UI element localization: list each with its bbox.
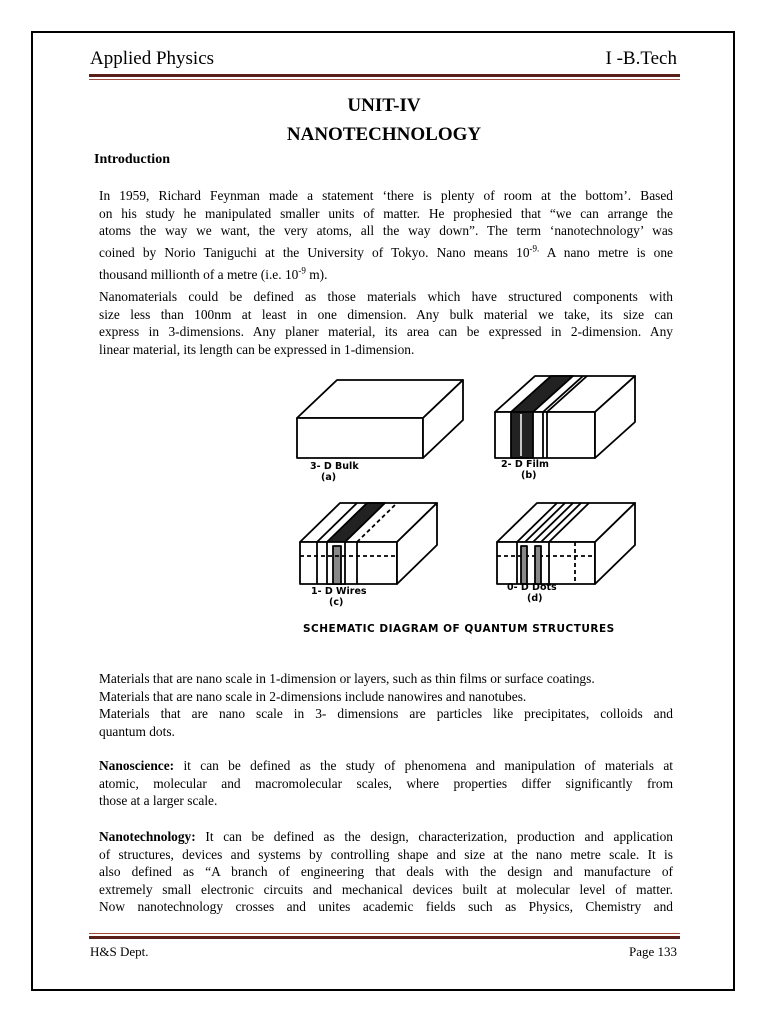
text-run: It can be defined as the design, characterization, production and application xyxy=(195,829,673,844)
nanotechnology-paragraph xyxy=(99,828,673,916)
term-nanotechnology: Nanotechnology: xyxy=(99,829,196,844)
text-line: express in 3-dimensions. Any planer material, its area can be expressed in 2-dimension. Any xyxy=(99,324,673,340)
wires-1d-block-illustration xyxy=(300,503,437,584)
text-line: of structures, devices and systems by controlling shape and size at the nano metre scale. It is xyxy=(99,846,673,862)
text-run: thousand millionth of a metre (i.e. 10 xyxy=(99,267,299,283)
text-run: A nano metre is one xyxy=(539,244,673,260)
label-film-letter: (b) xyxy=(521,470,537,481)
intro-paragraph-2 xyxy=(99,288,673,358)
text-line: Now nanotechnology crosses and unites academic fields such as Physics, Chemistry and xyxy=(99,899,673,915)
text-line: atoms the way we want, the very atoms, all the way down”. The term ‘nanotechnology’ was xyxy=(99,223,673,239)
label-film: 2- D Film xyxy=(501,459,549,470)
bulk-3d-block-illustration xyxy=(297,380,463,458)
exponent: -9 xyxy=(298,265,306,276)
dots-0d-block-illustration xyxy=(497,503,635,584)
footer-rule-thin xyxy=(89,933,680,934)
text-line: size less than 100nm at least in one dimension. Any bulk material we take, its size can xyxy=(99,306,673,322)
header-course: I -B.Tech xyxy=(605,48,677,69)
header-subject: Applied Physics xyxy=(90,48,215,69)
text-line: Materials that are nano scale in 1-dimension or layers, such as thin films or surface coatings. xyxy=(99,671,595,686)
intro-paragraph-1 xyxy=(99,187,673,284)
label-dots: 0- D Dots xyxy=(507,582,557,593)
materials-paragraph xyxy=(99,670,673,740)
text-line: linear material, its length can be expressed in 1-dimension. xyxy=(99,341,415,357)
nanoscience-paragraph xyxy=(99,757,673,810)
text-line: on his study he manipulated smaller units of matter. He prophesied that “we can arrange the xyxy=(99,205,673,221)
text-line: extremely small electronic circuits and mechanical devices built at molecular level of matter. xyxy=(99,881,673,897)
exponent: -9. xyxy=(529,243,540,254)
label-wires-letter: (c) xyxy=(329,597,344,608)
text-line: Nanomaterials could be defined as those materials which have structured components with xyxy=(99,289,673,304)
topic-title: NANOTECHNOLOGY xyxy=(286,124,482,145)
text-line xyxy=(99,828,673,846)
figure-caption: SCHEMATIC DIAGRAM OF QUANTUM STRUCTURES xyxy=(303,623,615,635)
text-run: m). xyxy=(305,267,328,283)
film-2d-block-illustration xyxy=(495,376,635,458)
footer-department: H&S Dept. xyxy=(90,944,149,959)
text-line-with-exponent xyxy=(99,266,673,284)
text-line: Materials that are nano scale in 3- dimensions are particles like precipitates, colloids and xyxy=(99,706,673,722)
text-line: atomic, molecular and macromolecular scales, where properties differ significantly from xyxy=(99,775,673,791)
footer-page-number: Page 133 xyxy=(628,944,677,959)
text-line-with-exponent xyxy=(99,244,673,262)
label-wires: 1- D Wires xyxy=(311,586,367,597)
label-dots-letter: (d) xyxy=(527,593,543,604)
label-bulk: 3- D Bulk xyxy=(310,461,359,472)
text-line: Materials that are nano scale in 2-dimensions include nanowires and nanotubes. xyxy=(99,688,527,704)
text-line xyxy=(99,757,673,775)
text-run: it can be defined as the study of phenomena and manipulation of materials at xyxy=(174,758,673,773)
section-heading-introduction: Introduction xyxy=(94,152,170,167)
text-line: In 1959, Richard Feynman made a statement ‘there is plenty of room at the bottom’. Based xyxy=(99,188,673,203)
unit-title: UNIT-IV xyxy=(347,95,421,116)
label-bulk-letter: (a) xyxy=(321,472,337,483)
quantum-structures-figure xyxy=(285,370,655,640)
text-line: also defined as “A branch of engineering that deals with the design and manufacture of xyxy=(99,864,673,880)
text-run: coined by Norio Taniguchi at the University of Tokyo. Nano means 10 xyxy=(99,244,530,260)
text-line: quantum dots. xyxy=(99,723,175,739)
footer-rule xyxy=(89,936,680,939)
text-line: those at a larger scale. xyxy=(99,793,218,809)
term-nanoscience: Nanoscience: xyxy=(99,758,175,773)
header-rule xyxy=(89,74,680,77)
header-rule-thin xyxy=(89,79,680,80)
